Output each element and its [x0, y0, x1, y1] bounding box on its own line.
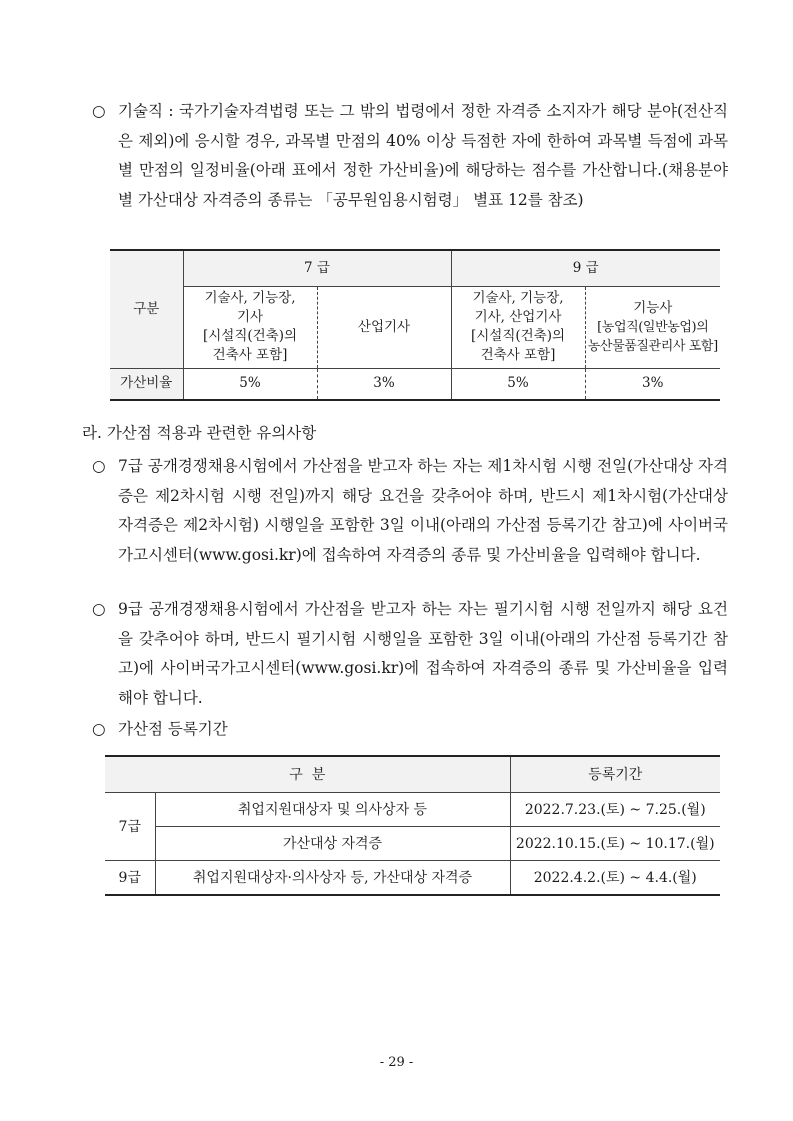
- rate-cell: 5%: [183, 368, 317, 400]
- col-engineer-grade7: 기술사, 기능장, 기사 [시설직(건축)의 건축사 포함]: [183, 286, 317, 368]
- registration-period-table: [105, 755, 720, 896]
- paragraph-text: 기술직 : 국가기술자격법령 또는 그 밖의 법령에서 정한 자격증 소지자가 해당 분야(전산직은 제외)에 응시할 경우, 과목별 만점의 40% 이상 득점한 자에 한하여 과목별 득점에 과목별 만점의 일정비율(아래 표에서 정한 가산비율)에 해당하는 점수를 가산합니다.(채용분야별 가산대상 자격증의 종류는 「공무원임용시험령」 별표 12를 참조): [118, 102, 728, 209]
- circle-bullet-icon: ○: [92, 457, 106, 475]
- period-header: 등록기간: [510, 756, 720, 792]
- notice-item-grade9: [88, 595, 728, 713]
- rate-label-cell: 가산비율: [110, 368, 183, 400]
- qualification-paragraph: [88, 97, 728, 215]
- rate-cell: 3%: [317, 368, 451, 400]
- page-number: - 29 -: [379, 1055, 414, 1070]
- category-cell: 가산대상 자격증: [155, 826, 510, 860]
- circle-bullet-icon: ○: [92, 102, 106, 120]
- category-cell: 취업지원대상자·의사상자 등, 가산대상 자격증: [155, 860, 510, 895]
- section-heading: 라. 가산점 적용과 관련한 유의사항: [82, 424, 317, 442]
- grade9-header: 9 급: [451, 250, 720, 286]
- col-craftsman: 기능사 [농업직(일반농업)의 농산물품질관리사 포함]: [585, 286, 720, 368]
- notice-item-grade7: [88, 452, 728, 570]
- rate-cell: 5%: [451, 368, 585, 400]
- period-cell: 2022.4.2.(토) ~ 4.4.(월): [510, 860, 720, 895]
- bonus-rate-table: [110, 249, 720, 401]
- paragraph-text: 가산점 등록기간: [118, 720, 228, 738]
- circle-bullet-icon: ○: [92, 720, 106, 738]
- paragraph-text: 9급 공개경쟁채용시험에서 가산점을 받고자 하는 자는 필기시험 시행 전일까지 해당 요건을 갖추어야 하며, 반드시 필기시험 시행일을 포함한 3일 이내(아래의 가산점 등록기간 참고)에 사이버국가고시센터(www.gosi.kr)에 접속하여 자격증의 종류 및 가산비율을 입력해야 합니다.: [118, 600, 728, 707]
- paragraph-text: 7급 공개경쟁채용시험에서 가산점을 받고자 하는 자는 제1차시험 시행 전일(가산대상 자격증은 제2차시험 시행 전일)까지 해당 요건을 갖추어야 하며, 반드시 제1차시험(가산대상 자격증은 제2차시험) 시행일을 포함한 3일 이내(아래의 가산점 등록기간 참고)에 사이버국가고시센터(www.gosi.kr)에 접속하여 자격증의 종류 및 가산비율을 입력해야 합니다.: [118, 457, 728, 564]
- row-header-cell: 구분: [110, 250, 183, 368]
- period-cell: 2022.7.23.(토) ~ 7.25.(월): [510, 792, 720, 826]
- col-industrial-engineer: 산업기사: [317, 286, 451, 368]
- category-header: 구 분: [105, 756, 510, 792]
- circle-bullet-icon: ○: [92, 600, 106, 618]
- period-cell: 2022.10.15.(토) ~ 10.17.(월): [510, 826, 720, 860]
- col-engineer-grade9: 기술사, 기능장, 기사, 산업기사 [시설직(건축)의 건축사 포함]: [451, 286, 585, 368]
- grade-cell: 7급: [105, 792, 155, 860]
- rate-cell: 3%: [585, 368, 720, 400]
- grade-cell: 9급: [105, 860, 155, 895]
- grade7-header: 7 급: [183, 250, 451, 286]
- notice-item-registration: [88, 715, 728, 745]
- category-cell: 취업지원대상자 및 의사상자 등: [155, 792, 510, 826]
